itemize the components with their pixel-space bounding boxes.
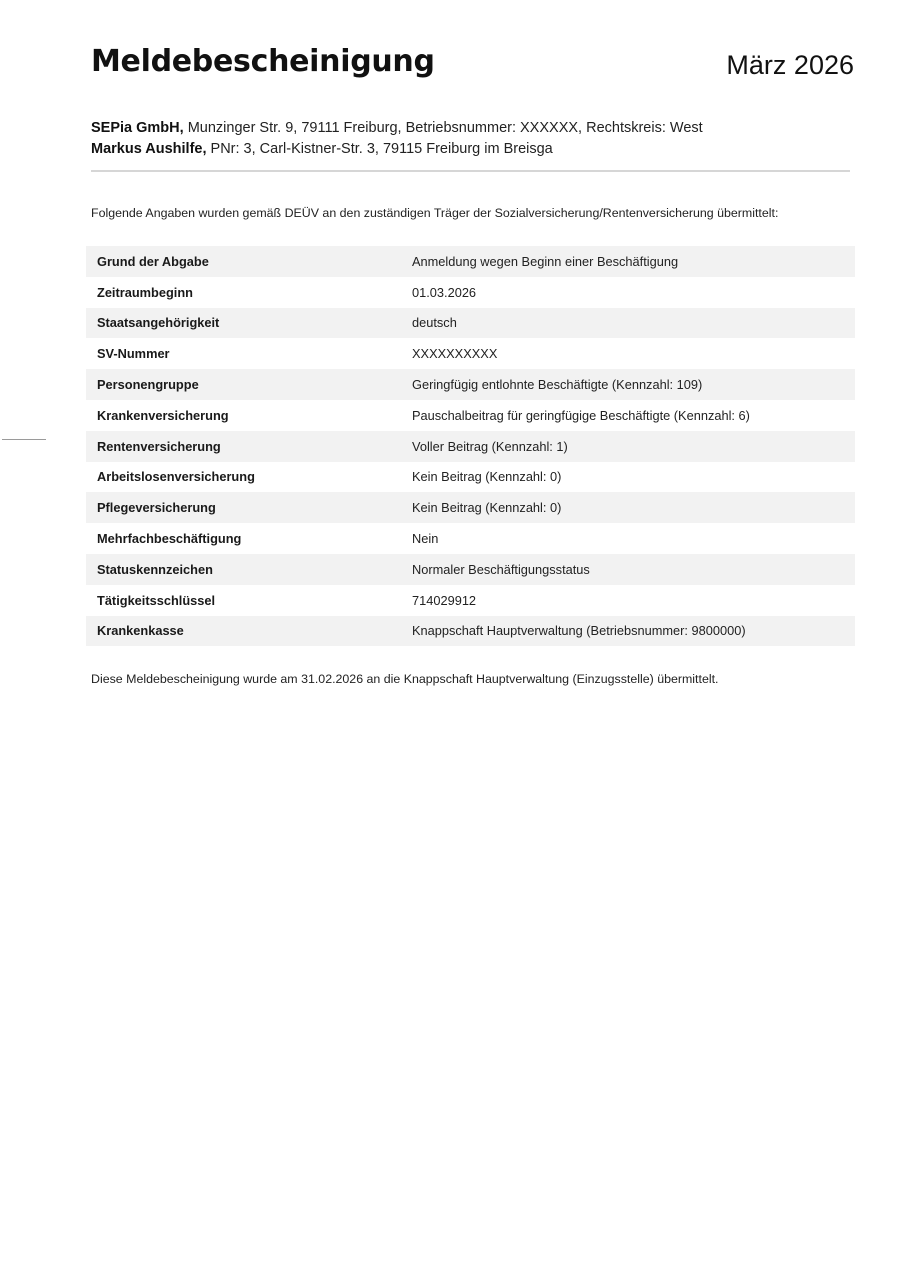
- row-label: SV-Nummer: [97, 346, 170, 362]
- table-row: [86, 523, 855, 554]
- row-label: Staatsangehörigkeit: [97, 315, 220, 331]
- row-value: Normaler Beschäftigungsstatus: [412, 561, 590, 577]
- table-row: [86, 554, 855, 585]
- transmission-note: Diese Meldebescheinigung wurde am 31.02.2026 an die Knappschaft Hauptverwaltung (Einzugsstelle) übermittelt.: [91, 672, 719, 686]
- row-value: 01.03.2026: [412, 284, 477, 300]
- row-label: Statuskennzeichen: [97, 561, 213, 577]
- row-label: Mehrfachbeschäftigung: [97, 531, 242, 547]
- row-label: Tätigkeitsschlüssel: [97, 592, 216, 608]
- table-row: [86, 277, 855, 308]
- document-period: März 2026: [726, 50, 854, 80]
- row-label: Personengruppe: [97, 377, 199, 393]
- row-value: Nein: [412, 531, 439, 547]
- margin-mark: [2, 439, 46, 440]
- row-value: Geringfügig entlohnte Beschäftigte (Kennzahl: 109): [412, 377, 703, 393]
- table-row: [86, 246, 855, 277]
- table-row: [86, 338, 855, 369]
- intro-text: Folgende Angaben wurden gemäß DEÜV an den zuständigen Träger der Sozialversicherung/Rentenversicherung übermittelt:: [91, 206, 779, 220]
- divider: [91, 170, 850, 172]
- row-value: 714029912: [412, 592, 477, 608]
- row-label: Rentenversicherung: [97, 438, 221, 454]
- employee-details: PNr: 3, Carl-Kistner-Str. 3, 79115 Freiburg im Breisga: [210, 141, 553, 157]
- table-row: [86, 585, 855, 616]
- employee-line: [91, 139, 703, 160]
- employer-name: SEPia GmbH,: [91, 120, 184, 136]
- document-title: Meldebescheinigung: [91, 44, 435, 79]
- table-row: [86, 369, 855, 400]
- row-label: Krankenkasse: [97, 623, 184, 639]
- row-value: Knappschaft Hauptverwaltung (Betriebsnummer: 9800000): [412, 623, 746, 639]
- employee-name: Markus Aushilfe,: [91, 141, 207, 157]
- row-value: Kein Beitrag (Kennzahl: 0): [412, 469, 562, 485]
- table-row: [86, 431, 855, 462]
- row-value: XXXXXXXXXX: [412, 346, 498, 362]
- row-value: deutsch: [412, 315, 457, 331]
- table-row: [86, 492, 855, 523]
- document-header: [91, 40, 854, 90]
- employer-details: Munzinger Str. 9, 79111 Freiburg, Betriebsnummer: XXXXXX, Rechtskreis: West: [187, 120, 703, 136]
- table-row: [86, 400, 855, 431]
- table-row: [86, 308, 855, 339]
- row-label: Arbeitslosenversicherung: [97, 469, 255, 485]
- row-value: Pauschalbeitrag für geringfügige Beschäftigte (Kennzahl: 6): [412, 407, 750, 423]
- row-value: Voller Beitrag (Kennzahl: 1): [412, 438, 568, 454]
- report-table: [86, 246, 855, 646]
- employer-line: [91, 118, 703, 139]
- table-row: [86, 462, 855, 493]
- row-value: Kein Beitrag (Kennzahl: 0): [412, 500, 562, 516]
- row-label: Pflegeversicherung: [97, 500, 216, 516]
- row-label: Grund der Abgabe: [97, 253, 209, 269]
- row-label: Zeitraumbeginn: [97, 284, 193, 300]
- row-label: Krankenversicherung: [97, 407, 229, 423]
- parties-block: [91, 118, 703, 160]
- row-value: Anmeldung wegen Beginn einer Beschäftigung: [412, 253, 679, 269]
- table-row: [86, 616, 855, 647]
